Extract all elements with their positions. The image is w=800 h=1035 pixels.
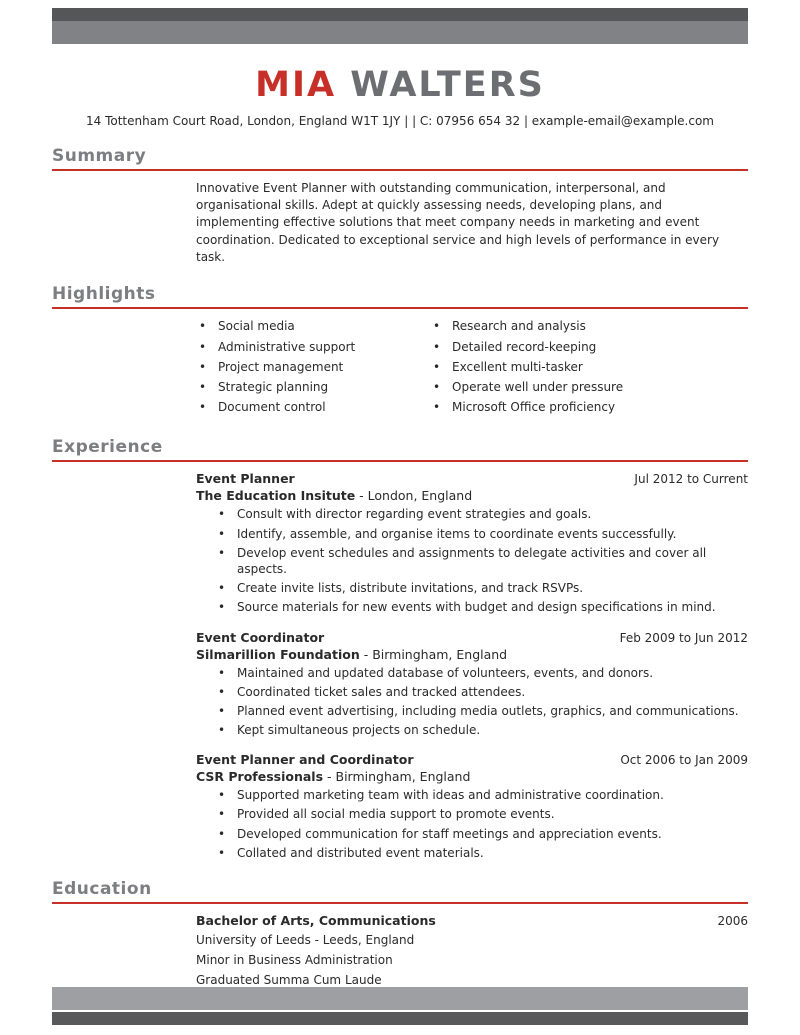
job-bullet: • Source materials for new events with budget and design specifications in mind. — [196, 599, 748, 615]
summary-text: Innovative Event Planner with outstanding communication, interpersonal, and organisational skills. Adept at quickly assessing needs, developing plans, and implementing effective solutions that meet company needs in marketing and event coordination. Dedicated to exceptional service and high levels of performance in every task. — [196, 180, 720, 265]
education-body — [196, 904, 748, 989]
job-entry — [196, 752, 748, 861]
job-bullet: • Supported marketing team with ideas and administrative coordination. — [196, 787, 748, 803]
highlights-left-list — [196, 318, 430, 419]
job-header — [196, 630, 748, 645]
summary-heading: Summary — [52, 145, 147, 166]
job-bullet-list — [196, 506, 748, 615]
job-title: Event Coordinator — [196, 629, 325, 645]
top-bar-light — [52, 21, 748, 44]
experience-heading: Experience — [52, 437, 163, 458]
job-company-line — [196, 488, 748, 503]
education-degree-row — [196, 913, 748, 928]
job-bullet: • Kept simultaneous projects on schedule. — [196, 722, 748, 738]
summary-body — [196, 171, 748, 267]
resume-header — [0, 66, 800, 128]
highlight-item: • Document control — [196, 399, 430, 415]
job-bullet: • Collated and distributed event materials. — [196, 845, 748, 861]
education-degree: Bachelor of Arts, Communications — [196, 913, 436, 929]
top-bar-dark — [52, 8, 748, 21]
experience-heading-rule — [52, 437, 748, 462]
education-heading: Education — [52, 879, 152, 900]
highlight-item: • Social media — [196, 318, 430, 334]
job-bullet: • Maintained and updated database of volunteers, events, and donors. — [196, 665, 748, 681]
job-dates: Jul 2012 to Current — [634, 472, 748, 487]
job-bullet: • Developed communication for staff meetings and appreciation events. — [196, 826, 748, 842]
job-bullet-list — [196, 787, 748, 861]
job-location: - Birmingham, England — [323, 769, 471, 785]
highlight-item: • Operate well under pressure — [430, 379, 748, 395]
education-year: 2006 — [717, 914, 748, 929]
highlights-right-list — [430, 318, 748, 419]
job-entry — [196, 630, 748, 739]
candidate-name — [0, 66, 800, 105]
highlight-item: • Detailed record-keeping — [430, 339, 748, 355]
section-highlights — [52, 284, 748, 419]
highlight-item: • Project management — [196, 359, 430, 375]
job-entry — [196, 471, 748, 615]
highlights-body — [196, 309, 748, 419]
education-school: University of Leeds - Leeds, England — [196, 933, 415, 948]
job-header — [196, 471, 748, 486]
job-bullet-list — [196, 665, 748, 739]
section-summary — [52, 146, 748, 267]
highlight-item: • Microsoft Office proficiency — [430, 399, 748, 415]
job-title: Event Planner — [196, 471, 295, 487]
job-title: Event Planner and Coordinator — [196, 752, 414, 768]
highlight-item: • Administrative support — [196, 339, 430, 355]
section-education — [52, 879, 748, 989]
job-company-line — [196, 769, 748, 784]
job-dates: Feb 2009 to Jun 2012 — [619, 630, 748, 645]
bottom-bar-light — [52, 987, 748, 1010]
section-experience — [52, 437, 748, 861]
job-header — [196, 752, 748, 767]
highlights-heading: Highlights — [52, 284, 156, 305]
education-minor: Minor in Business Administration — [196, 953, 393, 968]
job-bullet: • Identify, assemble, and organise items to coordinate events successfully. — [196, 526, 748, 542]
job-location: - Birmingham, England — [359, 646, 508, 662]
highlight-item: • Research and analysis — [430, 318, 748, 334]
summary-heading-rule — [52, 146, 748, 171]
job-bullet: • Create invite lists, distribute invitations, and track RSVPs. — [196, 580, 748, 596]
experience-body — [196, 462, 748, 861]
job-bullet: • Develop event schedules and assignments to delegate activities and cover all aspects. — [196, 545, 748, 577]
job-dates: Oct 2006 to Jan 2009 — [620, 753, 748, 768]
job-bullet: • Planned event advertising, including media outlets, graphics, and communications. — [196, 703, 748, 719]
job-company: The Education Insitute — [196, 488, 356, 504]
job-company: CSR Professionals — [196, 769, 324, 785]
candidate-last-name: WALTERS — [350, 65, 545, 105]
job-company-line — [196, 647, 748, 662]
job-company: Silmarillion Foundation — [196, 646, 360, 662]
bottom-bar-dark — [52, 1012, 748, 1025]
contact-line: 14 Tottenham Court Road, London, England W1T 1JY | | C: 07956 654 32 | example-email@example.com — [86, 113, 714, 128]
highlight-item: • Strategic planning — [196, 379, 430, 395]
job-bullet: • Coordinated ticket sales and tracked attendees. — [196, 684, 748, 700]
job-bullet: • Consult with director regarding event strategies and goals. — [196, 506, 748, 522]
candidate-first-name: MIA — [255, 65, 337, 105]
education-honors: Graduated Summa Cum Laude — [196, 973, 382, 988]
job-bullet: • Provided all social media support to promote events. — [196, 806, 748, 822]
job-location: - London, England — [355, 488, 473, 504]
highlights-heading-rule — [52, 284, 748, 309]
education-heading-rule — [52, 879, 748, 904]
highlight-item: • Excellent multi-tasker — [430, 359, 748, 375]
highlights-columns — [196, 318, 748, 419]
